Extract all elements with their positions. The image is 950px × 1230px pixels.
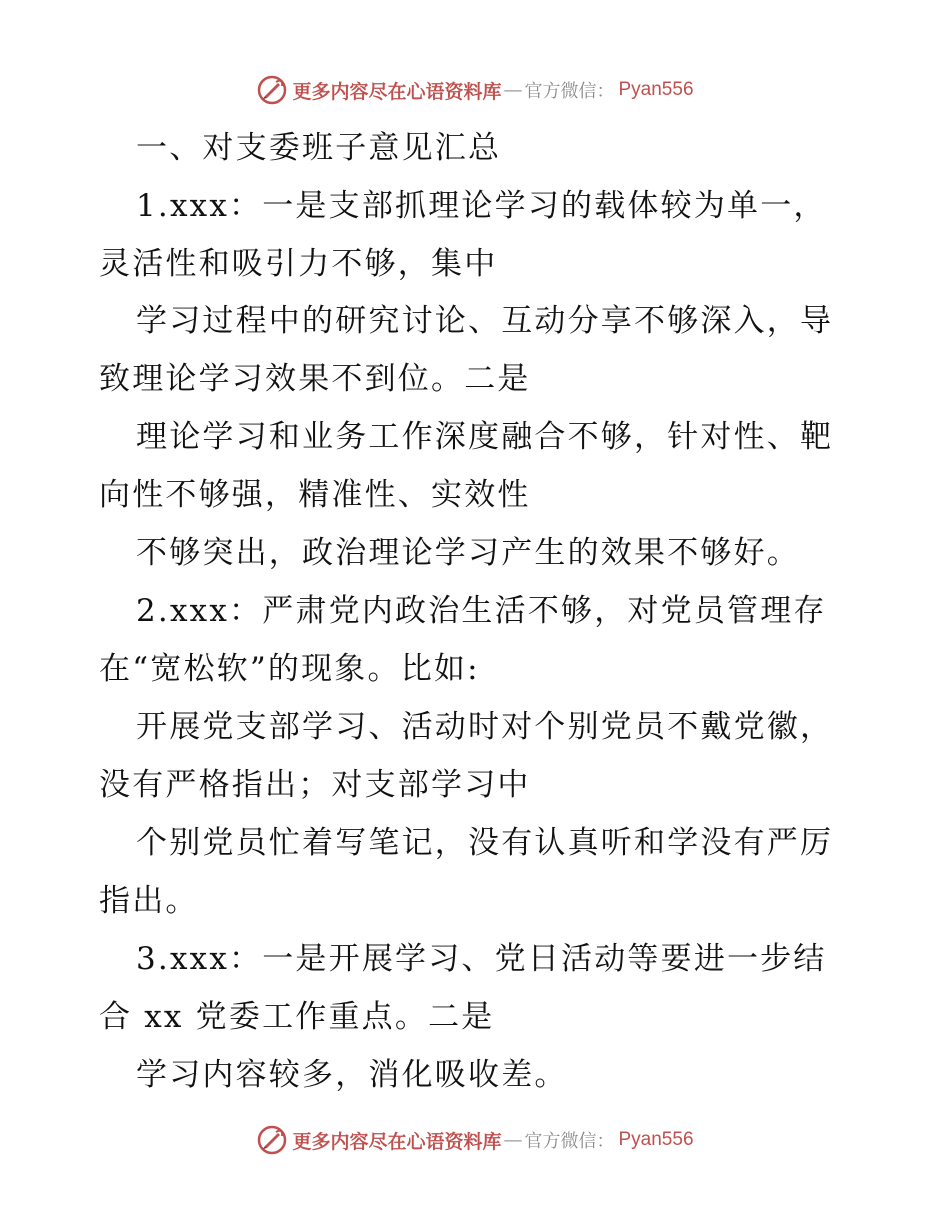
site-name-text: 更多内容尽在心语资料库 [292,1130,502,1153]
paragraph-line: 在“宽松软”的现象。比如: [99,651,480,687]
wechat-label: 官方微信： [524,81,615,102]
wechat-id: Pyan556 [618,1129,694,1150]
paragraph-line: 学习过程中的研究讨论、互动分享不够深入，导 [136,303,834,339]
paragraph-line: 没有严格指出；对支部学习中 [99,767,531,803]
paragraph-line: 指出。 [99,883,199,919]
paragraph-line: 不够突出，政治理论学习产生的效果不够好。 [136,535,800,571]
paragraph-line: 向性不够强，精准性、实效性 [99,477,531,513]
paragraph-line: 3.xxx：一是开展学习、党日活动等要进一步结 [136,941,827,977]
quill-pen-logo-icon [256,74,288,106]
footer-banner [0,1120,950,1160]
paragraph-line: 理论学习和业务工作深度融合不够，针对性、靶 [136,419,834,455]
wechat-label: 官方微信： [524,1131,615,1152]
paragraph-line: 开展党支部学习、活动时对个别党员不戴党徽， [136,709,834,745]
quill-pen-logo-icon [256,1124,288,1156]
header-banner [0,70,950,110]
site-name-text: 更多内容尽在心语资料库 [292,80,502,103]
banner-dash: — [503,79,523,101]
section-heading: 一、对支委班子意见汇总 [136,130,502,166]
paragraph-line: 致理论学习效果不到位。二是 [99,361,531,397]
paragraph-line: 2.xxx：严肃党内政治生活不够，对党员管理存 [136,593,827,629]
paragraph-line: 1.xxx：一是支部抓理论学习的载体较为单一， [136,188,827,224]
paragraph-line: 学习内容较多，消化吸收差。 [136,1057,568,1093]
wechat-id: Pyan556 [618,79,694,100]
paragraph-line: 灵活性和吸引力不够，集中 [99,246,498,282]
paragraph-line: 个别党员忙着写笔记，没有认真听和学没有严厉 [136,825,834,861]
paragraph-line: 合 xx 党委工作重点。二是 [99,999,495,1035]
banner-dash: — [503,1129,523,1151]
